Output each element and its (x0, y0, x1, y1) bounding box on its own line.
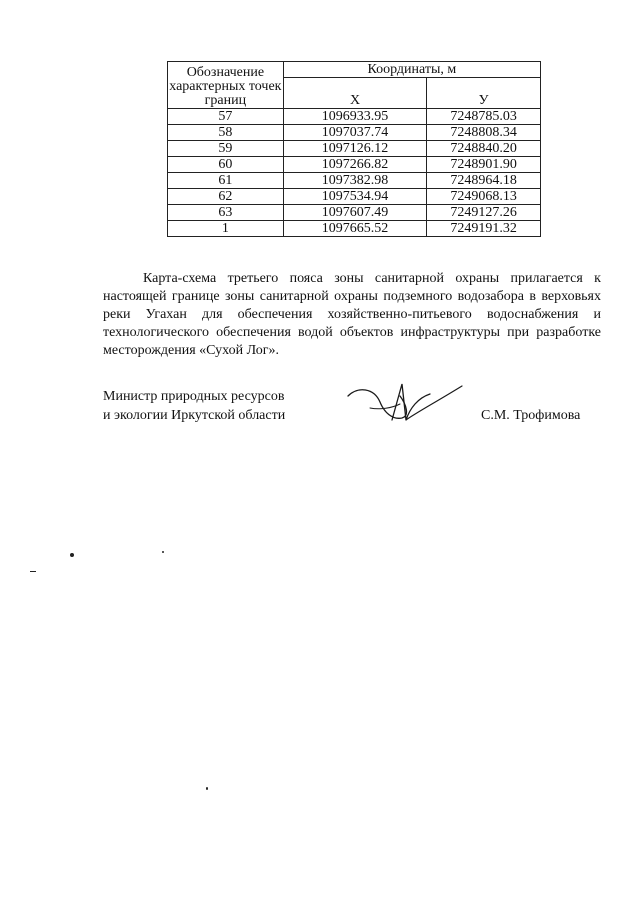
table-row (168, 157, 541, 173)
table-row (168, 205, 541, 221)
table-row (168, 109, 541, 125)
cell-x: 1097037.74 (283, 125, 427, 141)
scan-speck (70, 553, 74, 557)
scan-speck (206, 787, 208, 790)
table-row (168, 221, 541, 237)
header-designation: Обозначение характерных точек границ (168, 62, 284, 109)
header-y: У (427, 78, 541, 109)
signer-position (103, 387, 285, 425)
table-header-row (168, 62, 541, 78)
cell-x: 1096933.95 (283, 109, 427, 125)
cell-point: 59 (168, 141, 284, 157)
cell-y: 7249068.13 (427, 189, 541, 205)
cell-y: 7249191.32 (427, 221, 541, 237)
table-row (168, 173, 541, 189)
cell-y: 7248964.18 (427, 173, 541, 189)
handwritten-signature (340, 378, 470, 434)
table-body (168, 109, 541, 237)
coordinates-table (167, 61, 541, 237)
scan-speck (30, 571, 36, 572)
cell-point: 58 (168, 125, 284, 141)
cell-point: 63 (168, 205, 284, 221)
scan-speck (162, 551, 164, 553)
cell-point: 61 (168, 173, 284, 189)
cell-x: 1097534.94 (283, 189, 427, 205)
cell-x: 1097382.98 (283, 173, 427, 189)
cell-y: 7249127.26 (427, 205, 541, 221)
cell-y: 7248840.20 (427, 141, 541, 157)
cell-x: 1097266.82 (283, 157, 427, 173)
cell-point: 60 (168, 157, 284, 173)
cell-x: 1097665.52 (283, 221, 427, 237)
cell-x: 1097126.12 (283, 141, 427, 157)
signer-position-line2: и экологии Иркутской области (103, 408, 286, 423)
header-coordinates: Координаты, м (283, 62, 540, 78)
signer-name: С.М. Трофимова (481, 408, 581, 423)
cell-y: 7248901.90 (427, 157, 541, 173)
cell-point: 57 (168, 109, 284, 125)
table-row (168, 189, 541, 205)
cell-point: 1 (168, 221, 284, 237)
cell-x: 1097607.49 (283, 205, 427, 221)
table-row (168, 141, 541, 157)
body-paragraph: Карта-схема третьего пояса зоны санитарной охраны прилагается к настоящей границе зоны санитарной охраны подземного водозабора в верховьях реки Угахан для обеспечения хозяйственно-питьевого водоснабжения и технологического обеспечения водой объектов инфраструктуры при разработке месторождения «Сухой Лог». (103, 271, 601, 358)
header-x: X (283, 78, 427, 109)
signer-position-line1: Министр природных ресурсов (103, 389, 285, 404)
table-row (168, 125, 541, 141)
cell-point: 62 (168, 189, 284, 205)
cell-y: 7248785.03 (427, 109, 541, 125)
cell-y: 7248808.34 (427, 125, 541, 141)
